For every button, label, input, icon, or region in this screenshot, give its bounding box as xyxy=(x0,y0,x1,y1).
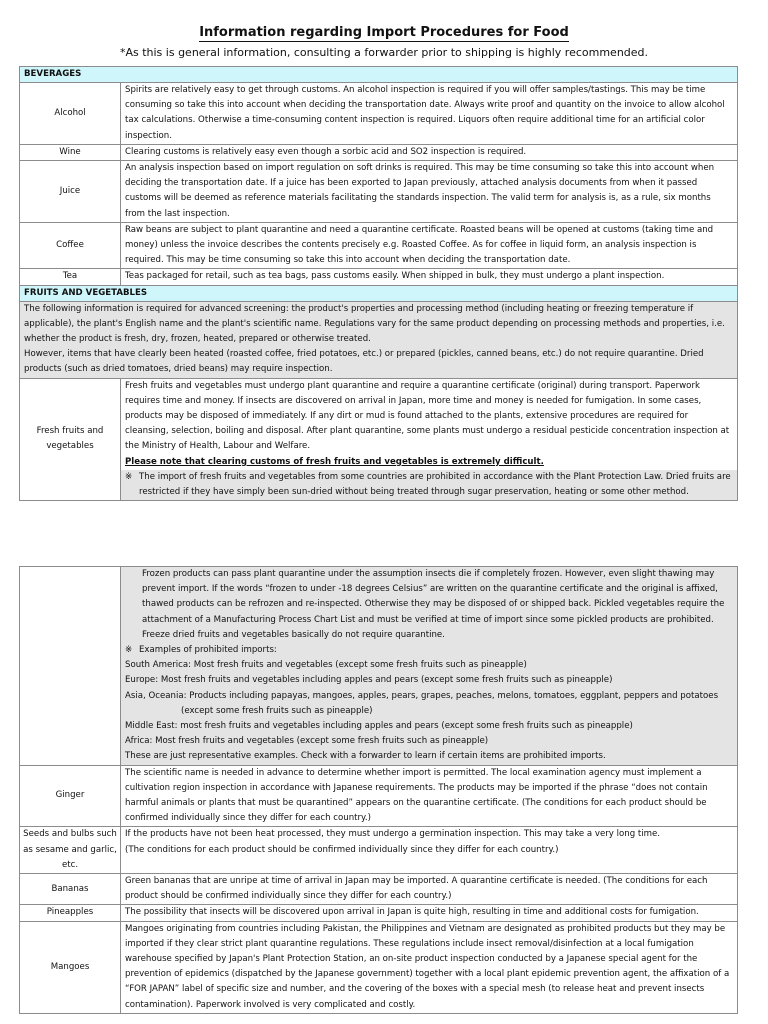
row-label-empty xyxy=(20,567,121,766)
row-text: Clearing customs is relatively easy even though a sorbic acid and SO2 inspection is required. xyxy=(121,144,738,160)
note-text: The import of fresh fruits and vegetables from some countries are prohibited in accordance with the Plant Protection Law. Dried fruits are restricted if they have simply been sun-dried without being treated through sugar preservation, heating or some other method. xyxy=(139,471,731,498)
row-label: Bananas xyxy=(20,874,121,905)
section-header-fruits-vegetables: FRUITS AND VEGETABLES xyxy=(20,285,738,301)
row-text: Mangoes originating from countries including Pakistan, the Philippines and Vietnam are designated as prohibited products but they may be imported if they clear strict plant quarantine regulations. These regulations include insect removal/disinfection at a local fumigation warehouse specified by Japan's Plant Protection Station, an on-site product inspection conducted by a Japanese special agent for the prevention of epidemics (dispatched by the Japanese government) together with a local plant epidemic prevention agent, the affixation of a “FOR JAPAN” label of specific size and number, and the covering of the boxes with a special mesh (to release heat and prevent insects contamination). Paperwork involved is very complicated and costly. xyxy=(121,921,738,1013)
row-label: Seeds and bulbs such as sesame and garlic, etc. xyxy=(20,827,121,874)
row-content xyxy=(121,378,738,501)
table-row-fresh-fruits-continued xyxy=(20,567,738,766)
row-text: An analysis inspection based on import regulation on soft drinks is required. This may be time consuming so take this into account when deciding the transportation date. If a juice has been exported to Japan previously, attached analysis documents from when it passed customs will be deemed as reference materials facilitating the standards inspection. The valid term for analysis is, as a rule, six months from the last inspection. xyxy=(121,161,738,223)
table-row-pineapples xyxy=(20,905,738,921)
row-label: Juice xyxy=(20,161,121,223)
row-label: Coffee xyxy=(20,222,121,269)
example-africa: Africa: Most fresh fruits and vegetables (except some fresh fruits such as pineapple) xyxy=(125,736,489,747)
row-text: Teas packaged for retail, such as tea bags, pass customs easily. When shipped in bulk, they must undergo a plant inspection. xyxy=(121,269,738,285)
row-label: Ginger xyxy=(20,765,121,827)
document-subtitle: *As this is general information, consulting a forwarder prior to shipping is highly recommended. xyxy=(119,46,649,59)
table-row-wine xyxy=(20,144,738,160)
example-europe: Europe: Most fresh fruits and vegetables including apples and pears (except some fresh fruits such as pineapple) xyxy=(125,675,613,686)
note-box xyxy=(121,470,737,500)
row-label: Mangoes xyxy=(20,921,121,1013)
row-text: Spirits are relatively easy to get through customs. An alcohol inspection is required if you will offer samples/tastings. This may be time consuming so take this into account when deciding the transportation date. Always write proof and quantity on the invoice to allow alcohol tax calculations. Otherwise a time-consuming content inspection is required. Liquors often require additional time for an artificial color inspection. xyxy=(121,83,738,145)
reference-mark-icon: ※ xyxy=(125,645,133,656)
table-row-bananas xyxy=(20,874,738,905)
fruits-intro-row xyxy=(20,301,738,378)
import-table-page-2 xyxy=(19,566,738,1014)
row-text: Green bananas that are unripe at time of arrival in Japan may be imported. A quarantine certificate is needed. (The conditions for each product should be confirmed individually since they differ for each country.) xyxy=(121,874,738,905)
document-title: Information regarding Import Procedures for Food xyxy=(199,25,569,40)
example-asia-note: (except some fresh fruits such as pineapple) xyxy=(181,705,373,716)
table-row-ginger xyxy=(20,765,738,827)
continued-content xyxy=(121,567,738,766)
table-row-tea xyxy=(20,269,738,285)
intro-paragraph-2: However, items that have clearly been heated (roasted coffee, fried potatoes, etc.) or prepared (pickles, canned beans, etc.) do not require quarantine. Dried products (such as dried tomatoes, dried beans) may require inspection. xyxy=(24,349,704,375)
examples-footnote: These are just representative examples. Check with a forwarder to learn if certain items are prohibited imports. xyxy=(125,751,606,762)
table-row-fresh-fruits xyxy=(20,378,738,501)
example-asia: Asia, Oceania: Products including papayas, mangoes, apples, pears, grapes, peaches, melons, tomatoes, eggplant, peppers and potatoes xyxy=(125,690,719,701)
row-label: Alcohol xyxy=(20,83,121,145)
table-row-seeds-bulbs xyxy=(20,827,738,874)
table-row-juice xyxy=(20,161,738,223)
row-text: Raw beans are subject to plant quarantine and need a quarantine certificate. Roasted beans will be opened at customs (taking time and money) unless the invoice describes the contents precisely e.g. Roasted Coffee. As for coffee in liquid form, an analysis inspection is required. This may be time consuming so take this into account when deciding the transportation date. xyxy=(121,222,738,269)
import-table-page-1 xyxy=(19,66,738,501)
row-label: Pineapples xyxy=(20,905,121,921)
example-middle-east: Middle East: most fresh fruits and vegetables including apples and pears (except some fresh fruits such as pineapple) xyxy=(125,721,633,732)
table-row-mangoes xyxy=(20,921,738,1013)
row-label: Wine xyxy=(20,144,121,160)
row-text: The scientific name is needed in advance to determine whether import is permitted. The local examination agency must implement a cultivation region inspection in accordance with Japanese requirements. The products may be imported if the phrase “does not contain harmful animals or plants that must be quarantined” appears on the quarantine certificate. (The conditions for each product should be confirmed individually since they differ for each country.) xyxy=(121,765,738,827)
fruits-intro xyxy=(20,301,738,378)
table-row-coffee xyxy=(20,222,738,269)
warning-text: Please note that clearing customs of fresh fruits and vegetables is extremely difficult. xyxy=(125,456,544,467)
reference-mark-icon: ※ xyxy=(125,471,133,482)
frozen-text: Frozen products can pass plant quarantine under the assumption insects die if completely frozen. However, even slight thawing may prevent import. If the words “frozen to under -18 degrees Celsius” are written on the quarantine certificate and the original is affixed, thawed products can be refrozen and re-inspected. Otherwise they may be disposed of or shipped back. Pickled vegetables require the attachment of a Manufacturing Process Chart List and must be verified at time of import since some pickled products are prohibited. Freeze dried fruits and vegetables basically do not require quarantine. xyxy=(142,569,725,640)
section-header-beverages: BEVERAGES xyxy=(20,67,738,83)
row-text: If the products have not been heat processed, they must undergo a germination inspection. This may take a very long time. (The conditions for each product should be confirmed individually since they differ for each country.) xyxy=(121,827,738,874)
intro-paragraph-1: The following information is required for advanced screening: the product's properties and processing method (including heating or freezing temperature if applicable), the plant's English name and the plant's scientific name. Regulations vary for the same product depending on processing methods and properties, i.e. whether the product is fresh, dry, frozen, heated, prepared or otherwise treated. xyxy=(24,303,725,345)
row-label: Tea xyxy=(20,269,121,285)
row-label: Fresh fruits and vegetables xyxy=(20,378,121,501)
row-text: The possibility that insects will be discovered upon arrival in Japan is quite high, resulting in time and additional costs for fumigation. xyxy=(121,905,738,921)
row-text: Fresh fruits and vegetables must undergo plant quarantine and require a quarantine certificate (original) during transport. Paperwork requires time and money. If insects are discovered on arrival in Japan, more time and money is needed for fumigation. In some cases, products may be disposed of immediately. If any dirt or mud is found attached to the plants, extensive procedures are required for cleansing, selection, boiling and disposal. After plant quarantine, some plants must undergo a residual pesticide concentration inspection at the Ministry of Health, Labour and Welfare. xyxy=(125,380,730,452)
example-south-america: South America: Most fresh fruits and vegetables (except some fresh fruits such as pineapple) xyxy=(125,660,527,671)
examples-heading: ※ Examples of prohibited imports: xyxy=(125,643,733,658)
table-row-alcohol xyxy=(20,83,738,145)
